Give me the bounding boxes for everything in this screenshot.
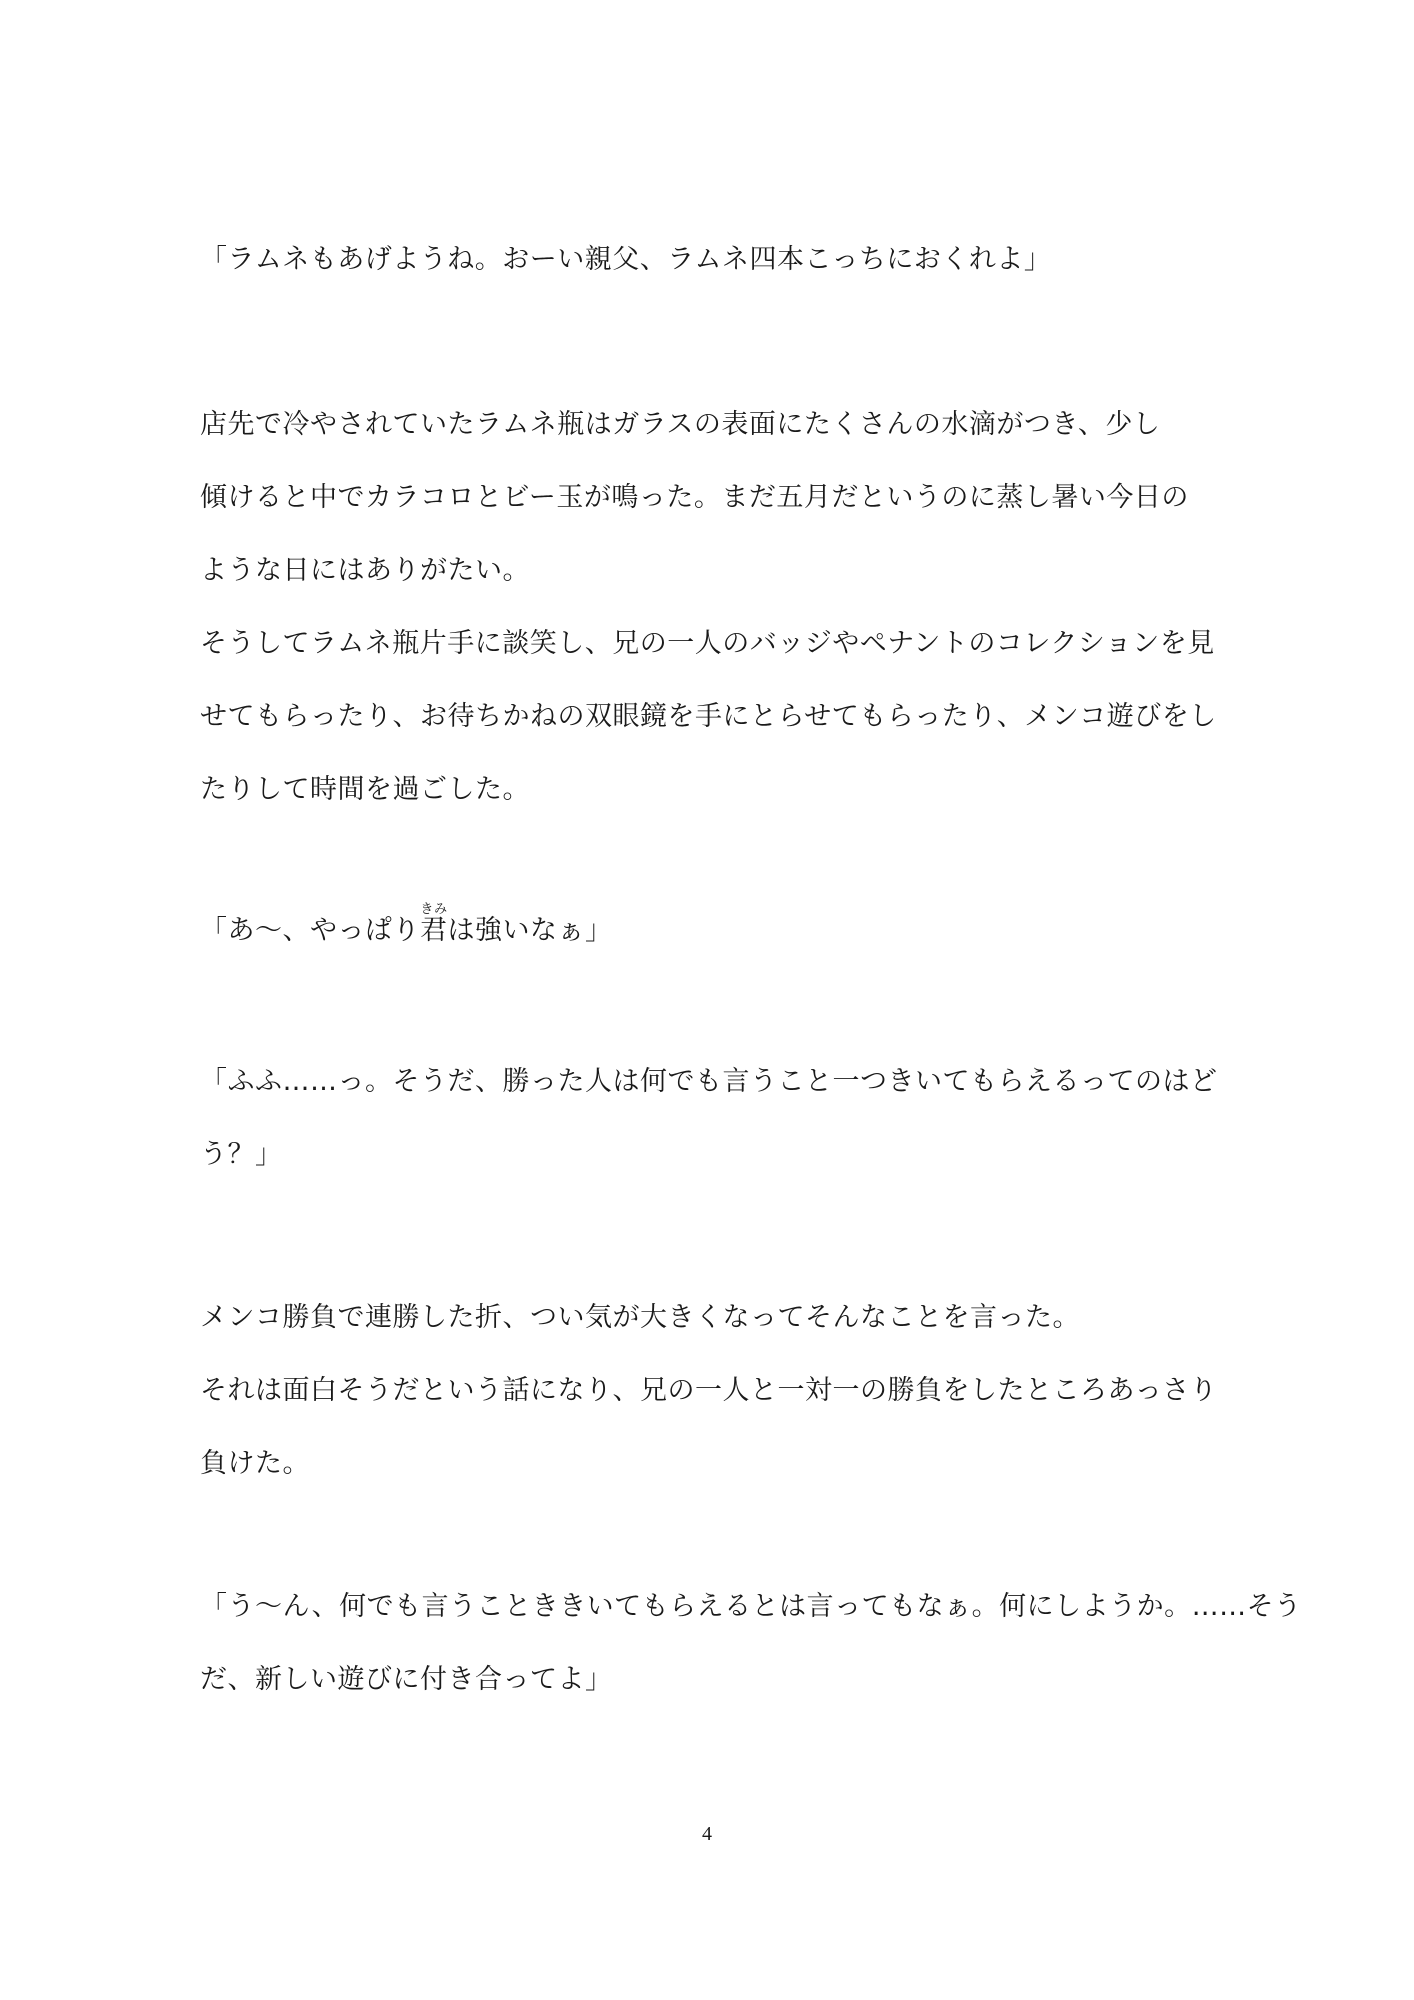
page-number: 4 <box>702 1823 712 1845</box>
text-line: メンコ勝負で連勝した折、つい気が大きくなってそんなことを言った。 <box>200 1302 1080 1333</box>
text-line: たりして時間を過ごした。 <box>200 774 530 805</box>
ruby-reading: きみ <box>420 902 448 917</box>
text-line: 「ふふ……っ。そうだ、勝った人は何でも言うこと一つきいてもらえるってのはど <box>200 1066 1218 1097</box>
text-line: 負けた。 <box>200 1448 310 1479</box>
text-line: せてもらったり、お待ちかねの双眼鏡を手にとらせてもらったり、メンコ遊びをし <box>200 701 1217 732</box>
text-line: 傾けると中でカラコロとビー玉が鳴った。まだ五月だというのに蒸し暑い今日の <box>200 482 1189 513</box>
text-line: 「う～ん、何でも言うことききいてもらえるとは言ってもなぁ。何にしようか。……そう <box>200 1591 1302 1622</box>
text-line: そうしてラムネ瓶片手に談笑し、兄の一人のバッジやペナントのコレクションを見 <box>200 628 1215 659</box>
text-line: それは面白そうだという話になり、兄の一人と一対一の勝負をしたところあっさり <box>200 1375 1218 1406</box>
text-line: う？」 <box>200 1139 283 1170</box>
text-line: だ、新しい遊びに付き合ってよ」 <box>200 1664 613 1695</box>
text-line: 「ラムネもあげようね。おーい親父、ラムネ四本こっちにおくれよ」 <box>200 244 1052 275</box>
ruby-line-after: は強いなぁ」 <box>447 915 613 946</box>
ruby-annotation <box>420 902 448 946</box>
text-line-with-ruby <box>200 902 1220 949</box>
text-line: ような日にはありがたい。 <box>200 555 530 586</box>
text-line: 店先で冷やされていたラムネ瓶はガラスの表面にたくさんの水滴がつき、少し <box>200 409 1161 440</box>
ruby-base: 君 <box>420 915 448 946</box>
ruby-line-before: 「あ～、やっぱり <box>200 915 420 946</box>
